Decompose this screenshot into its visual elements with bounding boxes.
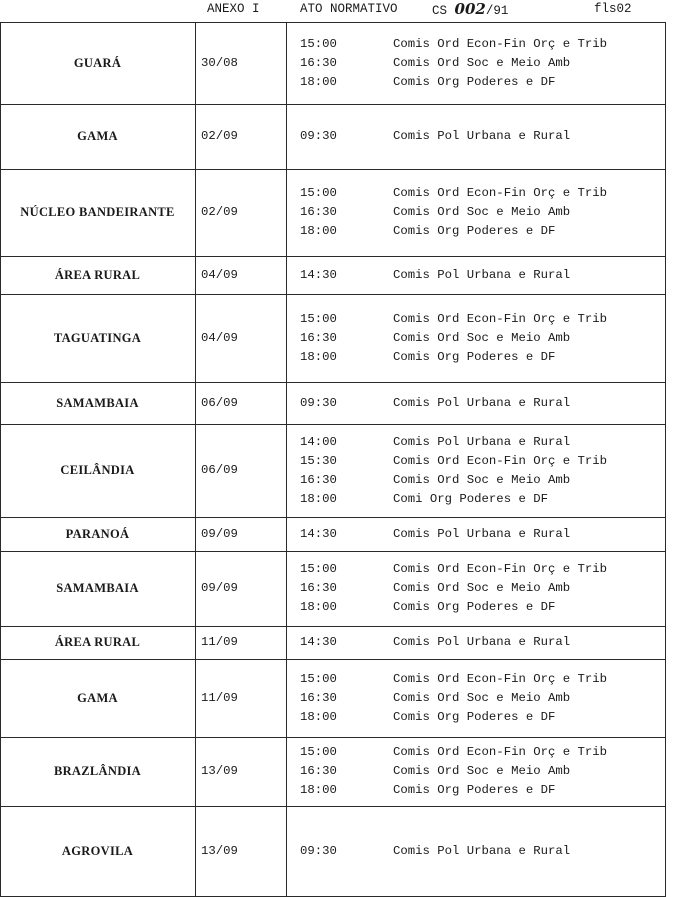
- meeting-date: 13/09: [201, 844, 238, 858]
- meeting-date: 11/09: [201, 635, 238, 649]
- meeting-time: 16:30: [300, 56, 337, 70]
- commission-name: Comis Ord Soc e Meio Amb: [393, 56, 571, 70]
- commission-name: Comis Ord Econ-Fin Orç e Trib: [393, 745, 608, 759]
- commission-name: Comis Ord Econ-Fin Orç e Trib: [393, 312, 608, 326]
- meeting-time: 15:00: [300, 186, 337, 200]
- meeting-date: 04/09: [201, 331, 238, 345]
- meeting-date: 09/09: [201, 527, 238, 541]
- meeting-time: 18:00: [300, 350, 337, 364]
- commission-name: Comis Org Poderes e DF: [393, 75, 556, 89]
- row-divider: [0, 626, 666, 627]
- row-divider: [0, 806, 666, 807]
- city-name: BRAZLÂNDIA: [53, 764, 142, 778]
- column-divider-city-date: [195, 22, 196, 896]
- commission-name: Comis Org Poderes e DF: [393, 224, 556, 238]
- row-divider: [0, 104, 666, 105]
- commission-name: Comis Ord Soc e Meio Amb: [393, 764, 571, 778]
- row-divider: [0, 169, 666, 170]
- commission-name: Comis Pol Urbana e Rural: [393, 527, 571, 541]
- meeting-time: 18:00: [300, 600, 337, 614]
- meeting-time: 14:30: [300, 635, 337, 649]
- row-divider: [0, 424, 666, 425]
- meeting-time: 16:30: [300, 764, 337, 778]
- page-number: fls02: [594, 2, 632, 16]
- row-divider: [0, 737, 666, 738]
- act-code-number: 002: [454, 0, 486, 18]
- meeting-time: 16:30: [300, 473, 337, 487]
- meeting-time: 18:00: [300, 75, 337, 89]
- commission-name: Comis Ord Soc e Meio Amb: [393, 473, 571, 487]
- commission-name: Comis Ord Econ-Fin Orç e Trib: [393, 454, 608, 468]
- act-code: [432, 0, 508, 18]
- border-top: [0, 22, 666, 23]
- meeting-time: 16:30: [300, 205, 337, 219]
- city-name: GUARÁ: [73, 56, 122, 70]
- row-divider: [0, 294, 666, 295]
- commission-name: Comis Ord Soc e Meio Amb: [393, 205, 571, 219]
- meeting-time: 09:30: [300, 129, 337, 143]
- row-divider: [0, 256, 666, 257]
- border-right: [665, 22, 666, 896]
- meeting-time: 18:00: [300, 783, 337, 797]
- meeting-date: 04/09: [201, 268, 238, 282]
- meeting-time: 15:00: [300, 672, 337, 686]
- row-divider: [0, 551, 666, 552]
- city-name: NÚCLEO BANDEIRANTE: [20, 205, 175, 219]
- meeting-time: 16:30: [300, 581, 337, 595]
- meeting-time: 14:30: [300, 268, 337, 282]
- meeting-time: 18:00: [300, 492, 337, 506]
- commission-name: Comis Ord Econ-Fin Orç e Trib: [393, 186, 608, 200]
- city-name: ÁREA RURAL: [54, 635, 141, 649]
- meeting-date: 09/09: [201, 581, 238, 595]
- commission-name: Comis Ord Soc e Meio Amb: [393, 331, 571, 345]
- act-code-suffix: /91: [485, 4, 509, 18]
- meeting-time: 15:00: [300, 562, 337, 576]
- commission-name: Comis Ord Econ-Fin Orç e Trib: [393, 672, 608, 686]
- commission-name: Comis Org Poderes e DF: [393, 350, 556, 364]
- meeting-time: 16:30: [300, 691, 337, 705]
- meeting-date: 06/09: [201, 463, 238, 477]
- meeting-time: 14:30: [300, 527, 337, 541]
- city-name: TAGUATINGA: [53, 331, 142, 345]
- commission-name: Comi Org Poderes e DF: [393, 492, 548, 506]
- city-name: AGROVILA: [61, 844, 134, 858]
- meeting-date: 30/08: [201, 56, 238, 70]
- city-name: SAMAMBAIA: [56, 396, 139, 410]
- commission-name: Comis Pol Urbana e Rural: [393, 635, 571, 649]
- commission-name: Comis Ord Econ-Fin Orç e Trib: [393, 562, 608, 576]
- commission-name: Comis Ord Econ-Fin Orç e Trib: [393, 37, 608, 51]
- meeting-time: 09:30: [300, 844, 337, 858]
- meeting-time: 14:00: [300, 435, 337, 449]
- column-divider-date-time: [286, 22, 287, 896]
- act-label: ATO NORMATIVO: [300, 2, 398, 16]
- commission-name: Comis Pol Urbana e Rural: [393, 129, 571, 143]
- meeting-time: 15:00: [300, 745, 337, 759]
- meeting-date: 11/09: [201, 691, 238, 705]
- commission-name: Comis Pol Urbana e Rural: [393, 844, 571, 858]
- commission-name: Comis Org Poderes e DF: [393, 783, 556, 797]
- schedule-table: [0, 22, 666, 896]
- city-name: GAMA: [77, 691, 118, 705]
- annex-label: ANEXO I: [207, 2, 260, 16]
- meeting-time: 15:00: [300, 37, 337, 51]
- meeting-time: 16:30: [300, 331, 337, 345]
- commission-name: Comis Ord Soc e Meio Amb: [393, 581, 571, 595]
- meeting-time: 15:30: [300, 454, 337, 468]
- city-name: PARANOÁ: [65, 527, 130, 541]
- city-name: SAMAMBAIA: [56, 581, 139, 595]
- commission-name: Comis Org Poderes e DF: [393, 710, 556, 724]
- act-code-prefix: CS: [432, 4, 448, 18]
- commission-name: Comis Pol Urbana e Rural: [393, 435, 571, 449]
- row-divider: [0, 517, 666, 518]
- city-name: CEILÂNDIA: [60, 463, 135, 477]
- meeting-date: 06/09: [201, 396, 238, 410]
- commission-name: Comis Org Poderes e DF: [393, 600, 556, 614]
- commission-name: Comis Ord Soc e Meio Amb: [393, 691, 571, 705]
- meeting-time: 18:00: [300, 710, 337, 724]
- city-name: GAMA: [77, 129, 118, 143]
- meeting-time: 09:30: [300, 396, 337, 410]
- commission-name: Comis Pol Urbana e Rural: [393, 268, 571, 282]
- city-name: ÁREA RURAL: [54, 268, 141, 282]
- row-divider: [0, 659, 666, 660]
- meeting-time: 18:00: [300, 224, 337, 238]
- meeting-date: 02/09: [201, 205, 238, 219]
- meeting-time: 15:00: [300, 312, 337, 326]
- row-divider: [0, 382, 666, 383]
- commission-name: Comis Pol Urbana e Rural: [393, 396, 571, 410]
- meeting-date: 02/09: [201, 129, 238, 143]
- meeting-date: 13/09: [201, 764, 238, 778]
